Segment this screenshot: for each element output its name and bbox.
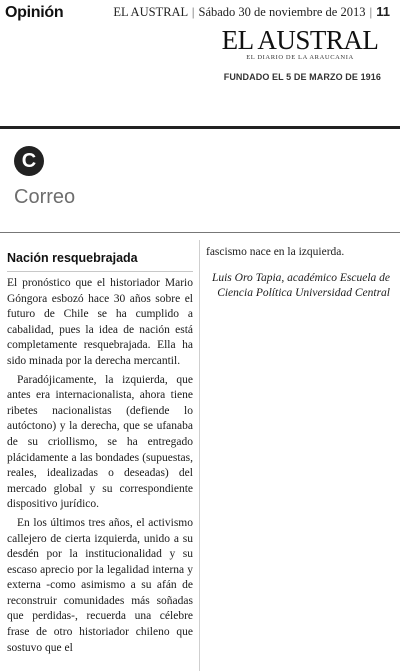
letter-signature: Luis Oro Tapia, académico Escuela de Ciencia Política Universidad Central bbox=[211, 271, 390, 300]
page-number: 11 bbox=[376, 4, 390, 19]
header-divider bbox=[0, 126, 400, 129]
letter-column-left bbox=[7, 250, 193, 659]
dateline-publication: EL AUSTRAL bbox=[113, 5, 188, 19]
dateline-separator: | bbox=[191, 5, 195, 19]
dateline-separator-2: | bbox=[369, 5, 373, 19]
page-header bbox=[0, 0, 400, 128]
dateline-date: Sábado 30 de noviembre de 2013 bbox=[198, 5, 366, 19]
masthead bbox=[220, 26, 380, 61]
dateline bbox=[113, 4, 390, 20]
section-title: Correo bbox=[14, 186, 76, 208]
founded-line: FUNDADO EL 5 DE MARZO DE 1916 bbox=[223, 72, 381, 82]
letter-continuation: fascismo nace en la izquierda. bbox=[206, 246, 345, 258]
letter-paragraph: El pronóstico que el historiador Mario Góngora esbozó hace 30 años sobre el futuro de Chile se ha cumplido a cabalidad, pues la idea de nación está completamente resquebrajada. Ella ha sido minada por la derecha mercantil. bbox=[7, 277, 193, 367]
letter-paragraph: Paradójicamente, la izquierda, que antes era internacionalista, ahora tiene ribetes nacionalistas (defiende lo autóctono) y la derecha, que se ufanaba de su criollismo, se ha entregado plácidamente a las bondades (supuestas, reales, idealizadas o deseadas) del mercado global y su correspondiente dispositivo jurídico. bbox=[7, 373, 193, 511]
section-label: Opinión bbox=[5, 4, 64, 21]
masthead-tagline: EL DIARIO DE LA ARAUCANIA bbox=[246, 54, 354, 61]
letter-column-right bbox=[206, 245, 392, 302]
headline-rule bbox=[7, 271, 193, 272]
letter-headline: Nación resquebrajada bbox=[7, 251, 138, 265]
letter-paragraph: En los últimos tres años, el activismo callejero de cierta izquierda, unido a su desdén por la institucionalidad y su escaso aprecio por la legalidad interna y externa -como asimismo a su afán de reconstruir comunidades más soñadas que perdidas-, recuerda una célebre frase de otro historiador chileno que sostuvo que el bbox=[7, 516, 193, 654]
section-divider bbox=[0, 232, 400, 233]
column-divider bbox=[199, 240, 200, 671]
masthead-logo: EL AUSTRAL bbox=[221, 25, 379, 55]
section-badge-icon: C bbox=[14, 146, 44, 176]
